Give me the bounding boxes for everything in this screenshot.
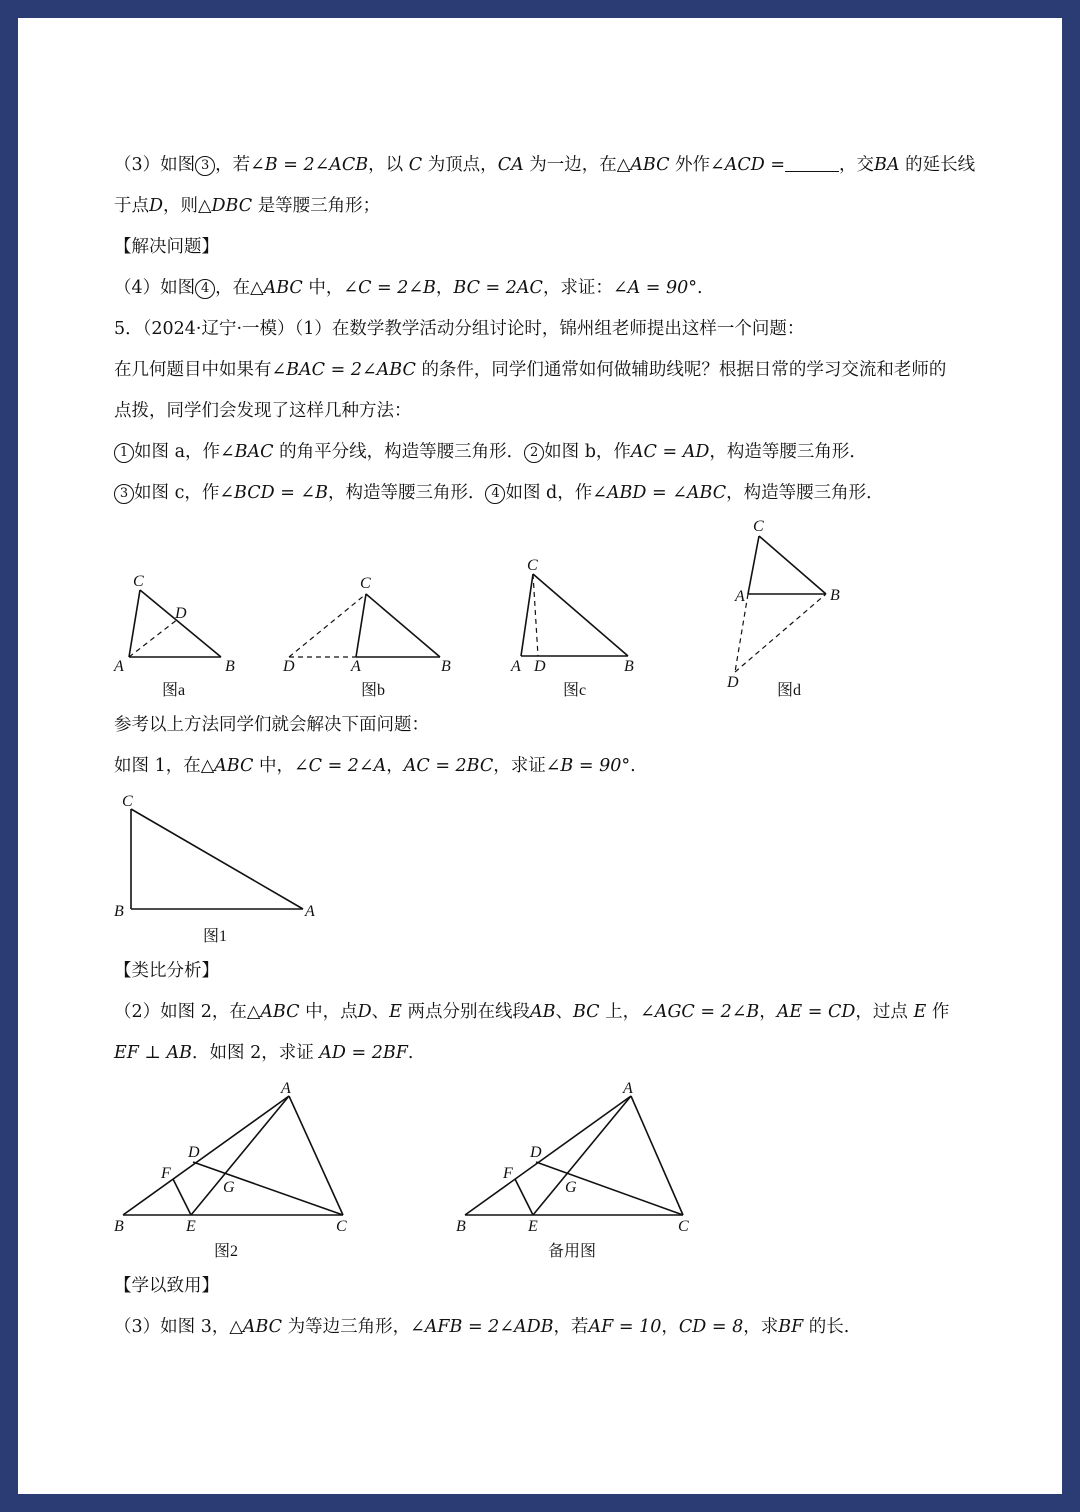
figure-c	[510, 557, 634, 699]
text: ，	[386, 756, 404, 776]
section-heading-solve: 【解决问题】	[114, 237, 219, 257]
text: 中，	[308, 278, 344, 298]
point-label-f: F	[161, 1165, 171, 1182]
section-heading-analog: 【类比分析】	[114, 961, 219, 981]
math: BC = 2AC	[453, 278, 543, 298]
math: AF = 10	[588, 1317, 662, 1337]
figure-caption: 图c	[563, 682, 587, 699]
point-label-b: B	[441, 658, 451, 675]
point-label-e: E	[528, 1218, 538, 1235]
text: 如图 d，作	[505, 483, 593, 503]
p5-reference: 参考以上方法同学们就会解决下面问题：	[114, 715, 429, 735]
text: ，则△	[163, 196, 212, 216]
text: ，若	[553, 1317, 589, 1337]
point-label-a: A	[623, 1080, 633, 1097]
segment-ac	[356, 594, 366, 657]
point-label-d: D	[530, 1144, 542, 1161]
point-label-a: A	[351, 658, 361, 675]
text: ，	[435, 278, 454, 298]
text: （3）如图 3，	[114, 1317, 230, 1337]
text: （2）如图 2，在△	[114, 1002, 261, 1022]
math: BF	[778, 1317, 804, 1337]
text: ，求证	[493, 756, 546, 776]
math: ABC	[214, 756, 254, 776]
figure-b	[282, 575, 451, 699]
text: ，	[759, 1002, 777, 1022]
math: AB	[529, 1002, 556, 1022]
math: △ABC	[616, 155, 670, 175]
math: CD = 8	[678, 1317, 744, 1337]
segment-cb	[366, 594, 440, 657]
math: BA	[874, 155, 900, 175]
math: ∠C = 2∠A	[293, 756, 387, 776]
point-label-d: D	[175, 605, 187, 622]
text: ，交	[839, 155, 874, 175]
text: 、	[371, 1002, 390, 1022]
point-label-g: G	[565, 1179, 577, 1196]
figure-caption: 图d	[777, 682, 802, 699]
point-label-a: A	[511, 658, 521, 675]
math: ∠ACD =	[710, 155, 785, 175]
figure-a	[113, 573, 235, 699]
point-label-c: C	[527, 557, 538, 574]
math: D	[357, 1002, 372, 1022]
math: ∠B = 90°	[545, 756, 631, 776]
point-label-e: E	[186, 1218, 196, 1235]
point-label-b: B	[114, 903, 124, 920]
text: 是等腰三角形；	[257, 196, 381, 216]
text: ，构造等腰三角形．	[327, 483, 486, 503]
text: ，以	[368, 155, 404, 175]
segment-ac	[748, 536, 759, 594]
bisector-ad	[129, 619, 178, 657]
math: AC = 2BC	[403, 756, 494, 776]
math: CA	[497, 155, 524, 175]
text: ，过点	[855, 1002, 908, 1022]
math: AE = CD	[776, 1002, 856, 1022]
math: DBC	[211, 196, 253, 216]
point-label-b: B	[624, 658, 634, 675]
math: ∠ABD = ∠ABC	[592, 483, 727, 503]
point-label-a: A	[305, 903, 315, 920]
text: 的长.	[808, 1317, 850, 1337]
segment-ac	[521, 574, 533, 656]
text: 如图 b，作	[544, 442, 631, 462]
text: 、	[555, 1002, 573, 1022]
point-label-c: C	[678, 1218, 689, 1235]
text: ．如图 2，求证	[192, 1043, 314, 1063]
text: ，求证：	[542, 278, 613, 298]
segment-ac	[289, 1096, 343, 1215]
text: 为顶点，	[427, 155, 498, 175]
math: E	[913, 1002, 927, 1022]
math: ∠BCD = ∠B	[219, 483, 328, 503]
text: 于点	[114, 196, 149, 216]
point-label-b: B	[456, 1218, 466, 1235]
circled-number: 2	[524, 443, 544, 463]
text: ，在△	[215, 278, 264, 298]
text: ，构造等腰三角形．	[726, 483, 884, 503]
text: 作	[931, 1002, 950, 1022]
figure-caption: 图2	[214, 1243, 239, 1260]
text: 为等边三角形，	[287, 1317, 411, 1337]
segment-dc	[289, 594, 366, 657]
segment-dc	[536, 1162, 683, 1215]
point-label-b: B	[114, 1218, 124, 1235]
point-label-b: B	[830, 587, 840, 604]
figure-d	[726, 518, 840, 699]
math: C	[408, 155, 423, 175]
text: 中，	[258, 756, 294, 776]
segment-fe	[515, 1179, 533, 1215]
figure-spare	[456, 1080, 689, 1260]
figure-caption: 图1	[203, 928, 228, 945]
figure-caption: 图b	[361, 682, 386, 699]
point-label-b: B	[225, 658, 235, 675]
p5-line3: 点拨，同学们会发现了这样几种方法：	[114, 401, 412, 421]
section-heading-apply: 【学以致用】	[114, 1276, 219, 1296]
text: 的角平分线，构造等腰三角形．	[279, 442, 525, 462]
circled-number: 4	[195, 279, 215, 299]
text: 上，	[605, 1002, 641, 1022]
segment-ac	[129, 590, 140, 657]
segment-cb	[533, 574, 628, 656]
figure-1	[114, 793, 315, 945]
math: BC	[572, 1002, 600, 1022]
point-label-c: C	[122, 793, 133, 810]
text: （4）如图	[114, 278, 196, 298]
math: ABC	[260, 1002, 300, 1022]
segment-db	[735, 594, 826, 672]
math: ∠B = 2∠ACB	[250, 155, 369, 175]
math: ∠AFB = 2∠ADB	[410, 1317, 554, 1337]
text: .	[630, 756, 636, 776]
text: 在几何题目中如果有	[114, 360, 272, 380]
segment-cb	[759, 536, 826, 594]
math: D	[149, 196, 164, 216]
text: ，	[661, 1317, 679, 1337]
point-label-d: D	[727, 674, 739, 691]
segment-cd	[533, 574, 538, 656]
point-label-a: A	[735, 588, 745, 605]
text: 为一边，在	[529, 155, 617, 175]
figure-2	[114, 1080, 347, 1260]
text: .	[407, 1043, 414, 1063]
text: ，求	[743, 1317, 779, 1337]
circled-number: 3	[114, 484, 134, 504]
point-label-g: G	[223, 1179, 235, 1196]
point-label-c: C	[360, 575, 371, 592]
segment-ac	[631, 1096, 683, 1215]
text: 如图 1，在△	[114, 756, 215, 776]
point-label-c: C	[336, 1218, 347, 1235]
point-label-d: D	[188, 1144, 200, 1161]
text: ，构造等腰三角形．	[709, 442, 867, 462]
text: 两点分别在线段	[407, 1002, 530, 1022]
figure-caption: 图a	[162, 682, 186, 699]
math: E	[389, 1002, 402, 1022]
text: .	[697, 278, 703, 298]
text: 如图 a，作	[134, 442, 220, 462]
point-label-d: D	[534, 658, 546, 675]
point-label-f: F	[503, 1165, 513, 1182]
p5-heading: 5．（2024·辽宁·一模）（1）在数学教学活动分组讨论时，锦州组老师提出这样一个问题：	[114, 319, 805, 339]
figure-caption: 备用图	[548, 1243, 597, 1260]
math: ∠A = 90°	[612, 278, 698, 298]
text: 的延长线	[905, 155, 976, 175]
segment-cb	[140, 590, 221, 657]
worksheet-page	[18, 18, 1062, 1494]
segment-ca	[131, 809, 303, 909]
text: 如图 c，作	[134, 483, 220, 503]
circled-number: 3	[195, 156, 215, 176]
point-label-c: C	[753, 518, 764, 535]
text: 外作	[675, 155, 711, 175]
segment-ad	[735, 594, 748, 672]
math: ∠AGC = 2∠B	[640, 1002, 760, 1022]
math: ∠C = 2∠B	[343, 278, 436, 298]
segment-dc	[193, 1162, 343, 1215]
math: EF ⊥ AB	[114, 1043, 192, 1063]
math: △ABC	[229, 1317, 283, 1337]
math: AC = AD	[630, 442, 710, 462]
circled-number: 4	[485, 484, 505, 504]
point-label-c: C	[133, 573, 144, 590]
math: ∠BAC = 2∠ABC	[271, 360, 416, 380]
text: 的条件，同学们通常如何做辅助线呢？根据日常的学习交流和老师的	[421, 360, 947, 380]
text: ，若	[215, 155, 251, 175]
circled-number: 1	[114, 443, 134, 463]
point-label-d: D	[283, 658, 295, 675]
point-label-a: A	[114, 658, 124, 675]
text: 中，点	[305, 1002, 358, 1022]
geometry-figures	[18, 18, 1062, 1494]
segment-fe	[173, 1179, 191, 1215]
point-label-a: A	[281, 1080, 291, 1097]
math: ABC	[263, 278, 303, 298]
text: （3）如图	[114, 155, 196, 175]
math: ∠BAC	[220, 442, 274, 462]
math: AD = 2BF	[319, 1043, 408, 1063]
